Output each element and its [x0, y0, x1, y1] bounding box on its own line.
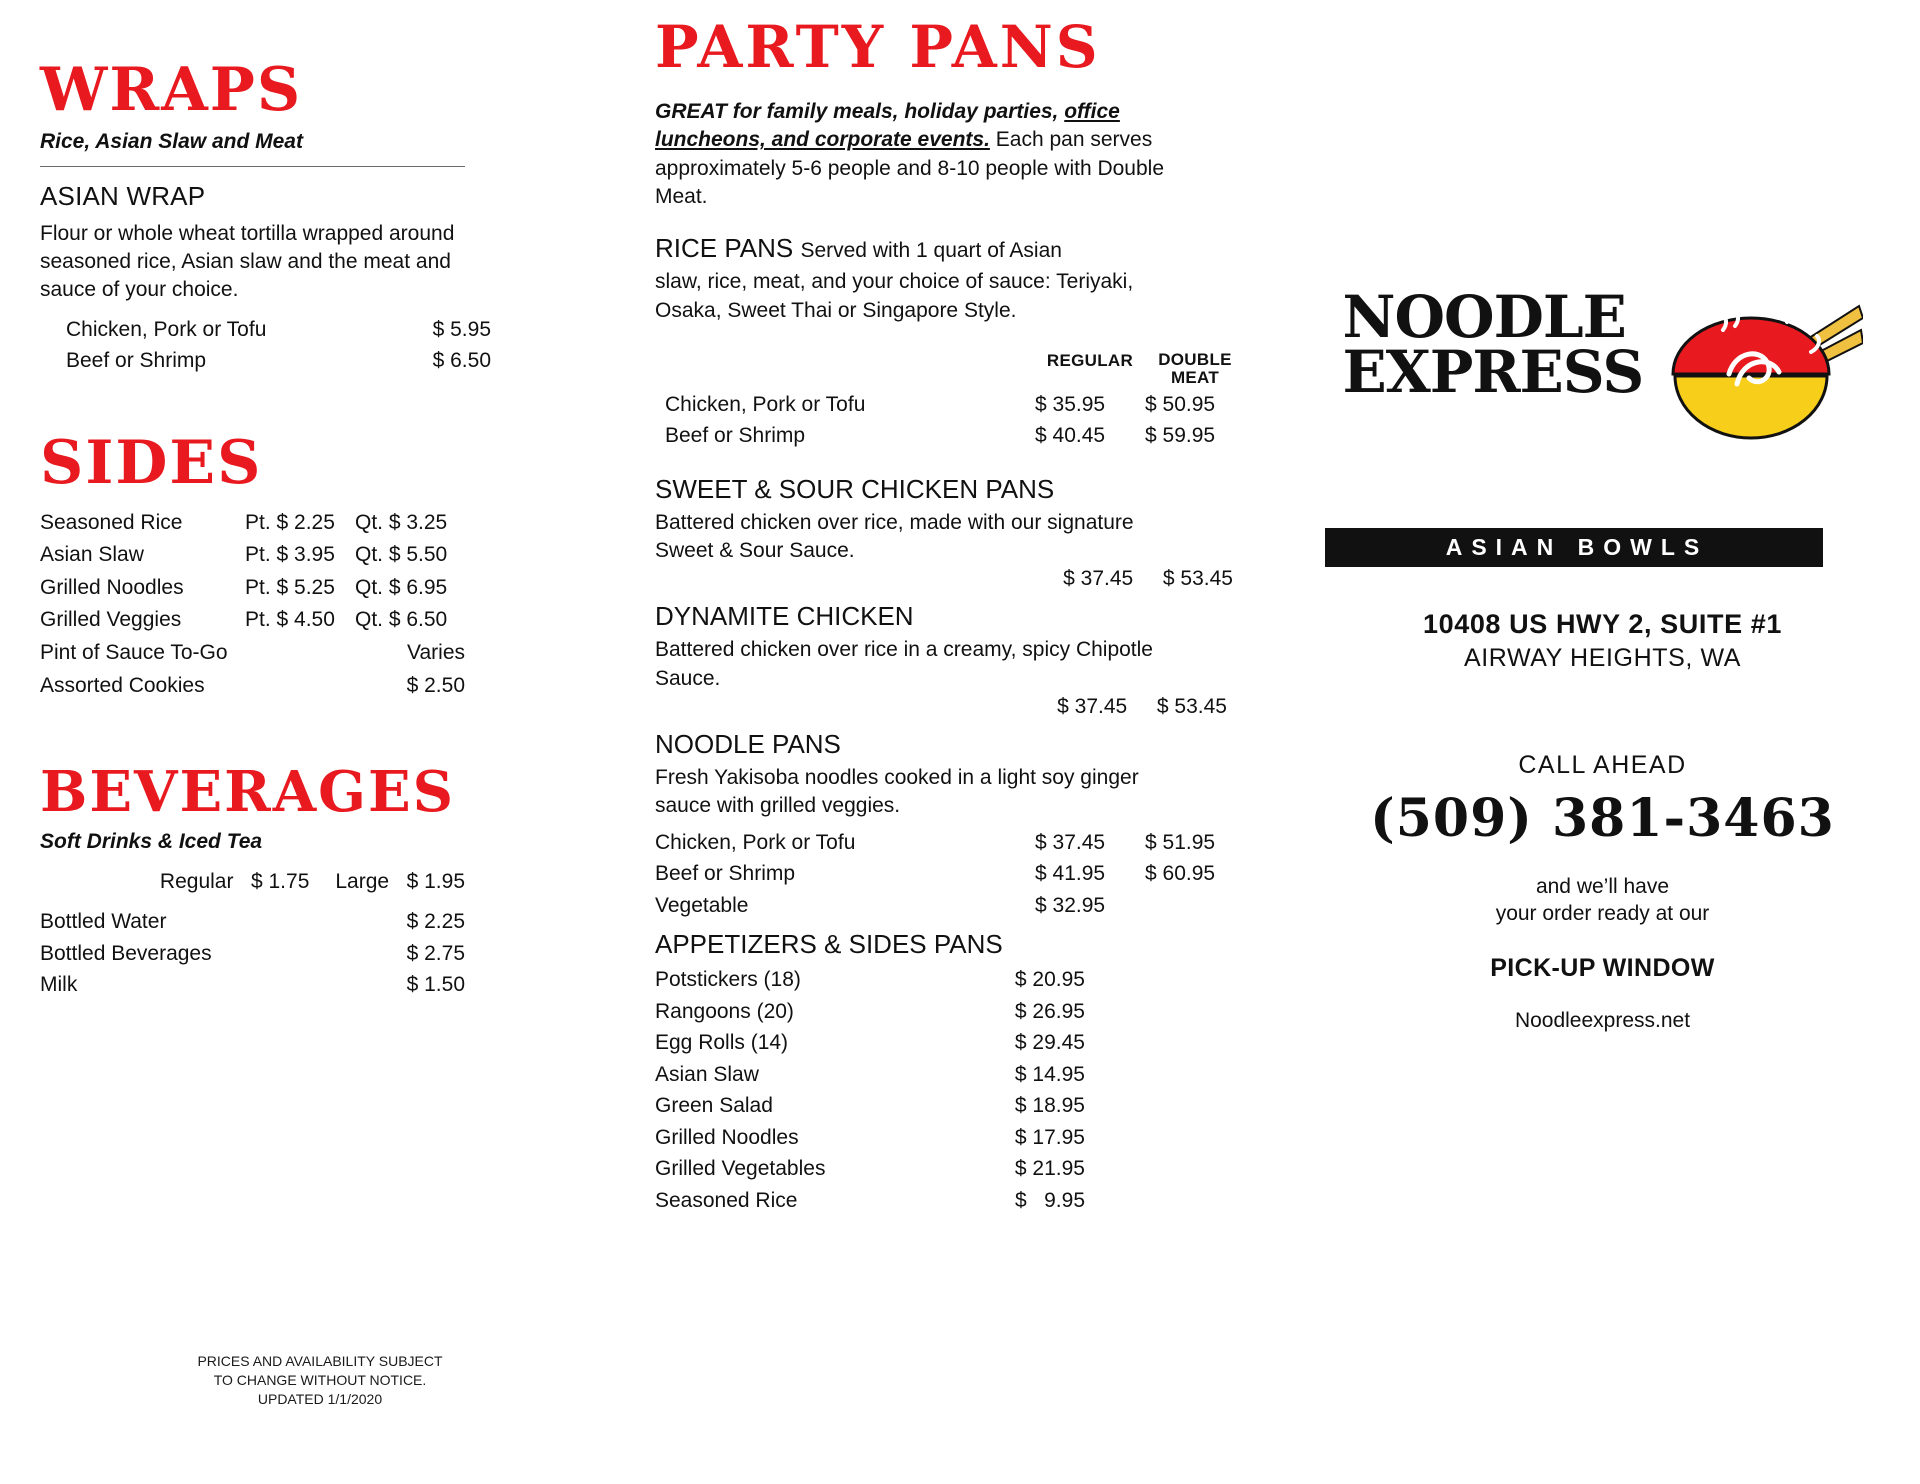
logo-tagline-band: ASIAN BOWLS — [1325, 528, 1823, 567]
item-price: $ 6.50 — [432, 349, 491, 373]
noodle-pans-description: Fresh Yakisoba noodles cooked in a light soy ginger sauce with grilled veggies. — [655, 766, 1139, 818]
large-price: $ 1.95 — [406, 870, 465, 894]
table-row — [655, 827, 1245, 859]
table-row — [655, 420, 1245, 452]
double-price: $ 53.45 — [1162, 567, 1233, 591]
logo-line-2: EXPRESS — [1342, 338, 1644, 407]
double-line-1: DOUBLE — [1158, 350, 1232, 370]
double-line-2: MEAT — [1170, 367, 1220, 387]
item-name: Seasoned Rice — [655, 1188, 798, 1212]
regular-size — [160, 870, 309, 894]
price-row — [40, 906, 465, 938]
item-name: Grilled Noodles — [655, 1125, 799, 1149]
middle-column — [625, 0, 1285, 1484]
item-price: $ 29.45 — [1014, 1031, 1085, 1055]
item-price: $ 26.95 — [1014, 999, 1085, 1023]
pint-price: Pt. $ 5.25 — [245, 575, 335, 599]
item-price: $ 2.50 — [406, 673, 465, 697]
asian-wrap-price-list — [40, 314, 491, 377]
item-name: Assorted Cookies — [40, 673, 205, 697]
item-name: Green Salad — [655, 1094, 773, 1118]
list-item — [40, 572, 465, 605]
price-row — [40, 969, 465, 1001]
pint-price: Pt. $ 3.95 — [245, 543, 335, 567]
beverage-sizes — [40, 870, 465, 894]
item-price: $ 18.95 — [1014, 1094, 1085, 1118]
intro-rest: Each pan serves approximately 5-6 people and 8-10 people with Double Meat. — [655, 128, 1165, 209]
wraps-subtitle: Rice, Asian Slaw and Meat — [40, 130, 303, 153]
pickup-note-line-1: and we’ll have — [1535, 875, 1670, 898]
regular-price: $ 37.45 — [1035, 830, 1106, 854]
item-price: $ 2.75 — [406, 941, 465, 965]
left-column — [0, 0, 625, 1484]
disclaimer-footnote — [180, 1352, 460, 1409]
party-pans-heading: PARTY PANS — [655, 13, 1101, 81]
list-item — [40, 507, 465, 540]
logo-wordmark — [1342, 283, 1644, 407]
footnote-line-2: TO CHANGE WITHOUT NOTICE. — [213, 1371, 427, 1388]
item-name: Milk — [40, 973, 78, 997]
item-name: Vegetable — [655, 893, 749, 917]
item-price: $ 21.95 — [1014, 1157, 1085, 1181]
intro-bold-line-2: office luncheons, and corporate events. — [655, 100, 1120, 152]
item-price: $ 2.25 — [406, 910, 465, 934]
intro-bold-line-1: GREAT for family meals, holiday parties, — [655, 100, 1059, 123]
table-row — [655, 858, 1245, 890]
asian-wrap-description: Flour or whole wheat tortilla wrapped around seasoned rice, Asian slaw and the meat and sauce of your choice. — [40, 222, 455, 301]
rice-pans-description: slaw, rice, meat, and your choice of sauce: Teriyaki, Osaka, Sweet Thai or Singapore Style. — [655, 270, 1134, 322]
noodle-pans-title: NOODLE PANS — [655, 729, 841, 760]
call-ahead-label: CALL AHEAD — [1518, 751, 1687, 779]
item-name: Potstickers (18) — [655, 968, 801, 992]
noodle-pans-price-table — [655, 827, 1245, 922]
item-name: Bottled Water — [40, 910, 167, 934]
beverages-subtitle: Soft Drinks & Iced Tea — [40, 830, 263, 854]
regular-price: $ 41.95 — [1035, 862, 1106, 886]
noodle-express-logo — [1342, 283, 1863, 520]
price-row — [655, 1059, 1085, 1091]
item-name: Bottled Beverages — [40, 941, 212, 965]
table-row — [655, 389, 1245, 421]
item-name: Grilled Vegetables — [655, 1157, 826, 1181]
address-line-2: AIRWAY HEIGHTS, WA — [1463, 644, 1742, 672]
double-price: $ 51.95 — [1145, 830, 1216, 854]
phone-number[interactable]: (509) 381-3463 — [1370, 788, 1835, 849]
dynamite-title: DYNAMITE CHICKEN — [655, 601, 914, 632]
item-price: $ 1.50 — [406, 973, 465, 997]
price-row — [66, 345, 491, 377]
pint-price: Pt. $ 2.25 — [245, 510, 335, 534]
regular-price: $ 1.75 — [250, 870, 310, 894]
regular-price: $ 35.95 — [1035, 392, 1106, 416]
item-name: Pint of Sauce To-Go — [40, 640, 228, 664]
list-item — [40, 604, 465, 637]
item-name: Chicken, Pork or Tofu — [66, 317, 267, 341]
appetizers-sides-list — [655, 964, 1085, 1216]
asian-wrap-title: ASIAN WRAP — [40, 181, 206, 211]
website-link[interactable]: Noodleexpress.net — [1514, 1008, 1691, 1032]
footnote-line-1: PRICES AND AVAILABILITY SUBJECT — [197, 1353, 443, 1369]
item-name: Grilled Noodles — [40, 575, 184, 599]
footnote-line-3: UPDATED 1/1/2020 — [257, 1390, 383, 1407]
price-row — [655, 1185, 1085, 1217]
item-name: Grilled Veggies — [40, 608, 182, 632]
pickup-window-label: PICK-UP WINDOW — [1490, 953, 1715, 982]
quart-price: Qt. $ 3.25 — [355, 510, 448, 534]
regular-column-header: REGULAR — [1046, 351, 1134, 371]
quart-price: Qt. $ 5.50 — [355, 543, 448, 567]
item-name: Rangoons (20) — [655, 999, 794, 1023]
price-row — [655, 1027, 1085, 1059]
item-name: Asian Slaw — [40, 543, 144, 567]
regular-price: $ 32.95 — [1035, 893, 1106, 917]
item-price: $ 5.95 — [432, 317, 491, 341]
regular-price: $ 40.45 — [1035, 424, 1106, 448]
beverages-list — [40, 906, 465, 1001]
item-name: Egg Rolls (14) — [655, 1031, 789, 1055]
party-pans-intro — [655, 98, 1175, 211]
wraps-heading: WRAPS — [40, 55, 303, 125]
pint-price: Pt. $ 4.50 — [245, 608, 335, 632]
rice-pans-column-headers — [655, 351, 1245, 387]
item-name: Seasoned Rice — [40, 510, 183, 534]
double-price — [1145, 890, 1245, 922]
item-price: $ 14.95 — [1014, 1062, 1085, 1086]
sweet-sour-description: Battered chicken over rice, made with our signature Sweet & Sour Sauce. — [655, 510, 1134, 563]
price-row — [655, 1153, 1085, 1185]
large-label: Large — [335, 870, 390, 894]
large-size — [335, 870, 465, 894]
double-price: $ 60.95 — [1145, 862, 1216, 886]
beverages-heading: BEVERAGES — [40, 759, 456, 826]
item-name: Chicken, Pork or Tofu — [655, 830, 856, 854]
sweet-sour-title: SWEET & SOUR CHICKEN PANS — [655, 473, 1055, 504]
item-name: Chicken, Pork or Tofu — [665, 392, 866, 416]
price-row — [655, 996, 1085, 1028]
pickup-note-line-2: your order ready at our — [1495, 902, 1710, 926]
sweet-sour-prices — [655, 567, 1245, 591]
appetizers-sides-title: APPETIZERS & SIDES PANS — [655, 929, 1003, 960]
rice-pans-inline-desc: Served with 1 quart of Asian — [800, 239, 1062, 263]
rice-pans-title — [655, 233, 1245, 264]
pickup-note — [1325, 873, 1880, 928]
double-price: $ 53.45 — [1156, 695, 1227, 719]
item-price: $ 20.95 — [1014, 968, 1085, 992]
price-row — [40, 938, 465, 970]
item-name: Beef or Shrimp — [66, 349, 207, 373]
spacer — [655, 351, 1035, 387]
price-row — [66, 314, 491, 346]
address-line-1: 10408 US HWY 2, SUITE #1 — [1422, 609, 1783, 639]
list-item — [40, 637, 465, 670]
price-row — [655, 1122, 1085, 1154]
double-price: $ 50.95 — [1145, 392, 1216, 416]
sides-heading: SIDES — [40, 427, 263, 498]
rice-pans-title-text: RICE PANS — [655, 233, 794, 264]
sides-list — [40, 507, 465, 702]
regular-price: $ 37.45 — [1063, 567, 1134, 591]
price-row — [655, 964, 1085, 996]
item-price: $ 17.95 — [1014, 1125, 1085, 1149]
wraps-divider — [40, 166, 465, 167]
price-row — [655, 1090, 1085, 1122]
item-name: Beef or Shrimp — [665, 424, 806, 448]
dynamite-description: Battered chicken over rice in a creamy, spicy Chipotle Sauce. — [655, 638, 1153, 690]
quart-price: Qt. $ 6.95 — [355, 575, 448, 599]
quart-price: Qt. $ 6.50 — [355, 608, 448, 632]
double-meat-column-header — [1145, 351, 1245, 387]
logo-line-1: NOODLE — [1342, 283, 1626, 351]
double-price: $ 59.95 — [1145, 424, 1216, 448]
item-name: Asian Slaw — [655, 1062, 759, 1086]
list-item — [40, 539, 465, 572]
item-name: Beef or Shrimp — [655, 862, 796, 886]
right-column — [1285, 0, 1920, 1484]
list-item — [40, 670, 465, 703]
dynamite-prices — [655, 695, 1245, 719]
regular-label: Regular — [159, 870, 234, 894]
table-row — [655, 890, 1245, 922]
noodle-bowl-icon — [1663, 296, 1863, 456]
item-price: $ 9.95 — [1014, 1188, 1085, 1212]
regular-price: $ 37.45 — [1057, 695, 1128, 719]
item-price: Varies — [407, 640, 465, 664]
